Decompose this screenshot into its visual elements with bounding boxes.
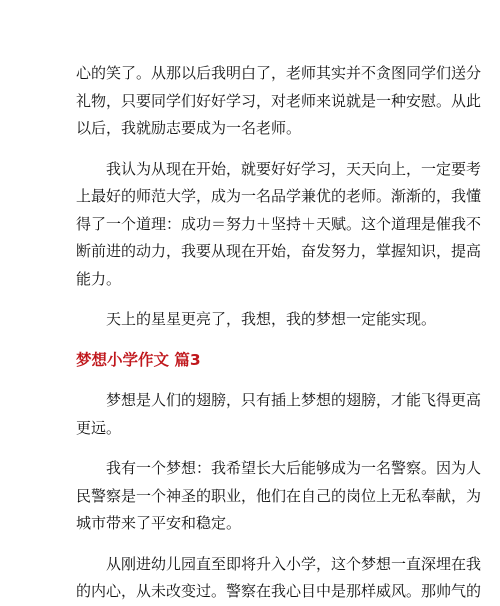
text-line: 能力。 (76, 269, 122, 288)
text-line: 我有一个梦想：我希望长大后能够成为一名警察。因为人 (106, 459, 482, 477)
paragraph (76, 60, 482, 143)
text-line: 我认为从现在开始，就要好好学习，天天向上，一定要考 (106, 159, 482, 178)
paragraph (76, 551, 482, 606)
text-line: 更远。 (76, 418, 122, 437)
text-line: 从刚进幼儿园直至即将升入小学，这个梦想一直深埋在我 (106, 554, 482, 573)
paragraph (76, 306, 437, 334)
text-line: 的内心，从未改变过。警察在我心目中是那样威风。那帅气的 (76, 582, 482, 600)
text-line: 城市带来了平安和稳定。 (76, 514, 242, 532)
text-line: 天上的星星更亮了，我想，我的梦想一定能实现。 (106, 310, 437, 328)
text-line: 断前进的动力，我要从现在开始，奋发努力，掌握知识，提高 (76, 242, 482, 260)
section-heading: 梦想小学作文 篇3 (76, 350, 201, 369)
text-line: 心的笑了。从那以后我明白了，老师其实并不贪图同学们送分 (76, 64, 482, 82)
text-line: 民警察是一个神圣的职业，他们在自己的岗位上无私奉献，为 (76, 486, 482, 505)
text-line: 梦想是人们的翅膀，只有插上梦想的翅膀，才能飞得更高 (106, 391, 482, 409)
paragraph (76, 156, 482, 294)
paragraph (76, 387, 482, 442)
text-line: 以后，我就励志要成为一名老师。 (76, 119, 302, 137)
text-line: 得了一个道理：成功＝努力＋坚持＋天赋。这个道理是催我不 (76, 214, 482, 233)
paragraph (76, 455, 482, 538)
text-line: 上最好的师范大学，成为一名品学兼优的老师。渐渐的，我懂 (76, 187, 482, 205)
text-line: 礼物，只要同学们好好学习，对老师来说就是一种安慰。从此 (76, 91, 482, 110)
document-body (76, 60, 482, 606)
